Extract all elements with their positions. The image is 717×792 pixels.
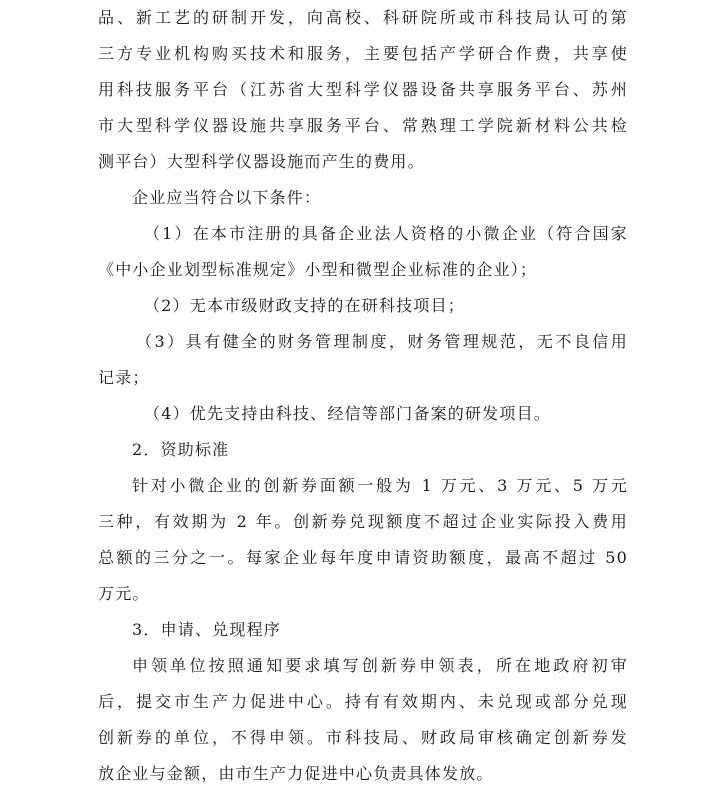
paragraph-line: 用科技服务平台（江苏省大型科学仪器设备共享服务平台、苏州 (98, 80, 628, 99)
paragraph-line: 放企业与金额，由市生产力促进中心负责具体发放。 (98, 764, 494, 783)
paragraph-line: 针对小微企业的创新券面额一般为 1 万元、3 万元、5 万元 (132, 476, 628, 495)
section-heading: 3．申请、兑现程序 (132, 620, 281, 639)
paragraph-line: 创新券的单位，不得申领。市科技局、财政局审核确定创新券发 (98, 728, 628, 747)
list-item-line: 《中小企业划型标准规定》小型和微型企业标准的企业）； (98, 260, 538, 279)
paragraph-line: 市大型科学仪器设施共享服务平台、常熟理工学院新材料公共检 (98, 116, 628, 135)
paragraph-line: 三种，有效期为 2 年。创新券兑现额度不超过企业实际投入费用 (98, 512, 628, 531)
list-item-line: （1）在本市注册的具备企业法人资格的小微企业（符合国家 (144, 224, 628, 243)
paragraph-line: 三方专业机构购买技术和服务，主要包括产学研合作费，共享使 (98, 44, 628, 63)
list-item-line: （2）无本市级财政支持的在研科技项目； (144, 296, 465, 315)
paragraph-line: 万元。 (98, 584, 150, 603)
paragraph-line: 品、新工艺的研制开发，向高校、科研院所或市科技局认可的第 (98, 8, 628, 27)
paragraph-line: 总额的三分之一。每家企业每年度申请资助额度，最高不超过 50 (98, 548, 628, 567)
paragraph-line: 后，提交市生产力促进中心。持有有效期内、未兑现或部分兑现 (98, 692, 628, 711)
list-item-line: （4）优先支持由科技、经信等部门备案的研发项目。 (144, 404, 551, 423)
list-item-line: 记录； (98, 368, 150, 387)
paragraph-line: 企业应当符合以下条件： (132, 188, 322, 207)
list-item-line: （3）具有健全的财务管理制度，财务管理规范，无不良信用 (136, 332, 628, 351)
paragraph-line: 申领单位按照通知要求填写创新券申领表，所在地政府初审 (132, 656, 628, 675)
document-body (98, 0, 628, 792)
paragraph-line: 测平台）大型科学仪器设施而产生的费用。 (98, 152, 425, 171)
section-heading: 2．资助标准 (132, 440, 230, 459)
